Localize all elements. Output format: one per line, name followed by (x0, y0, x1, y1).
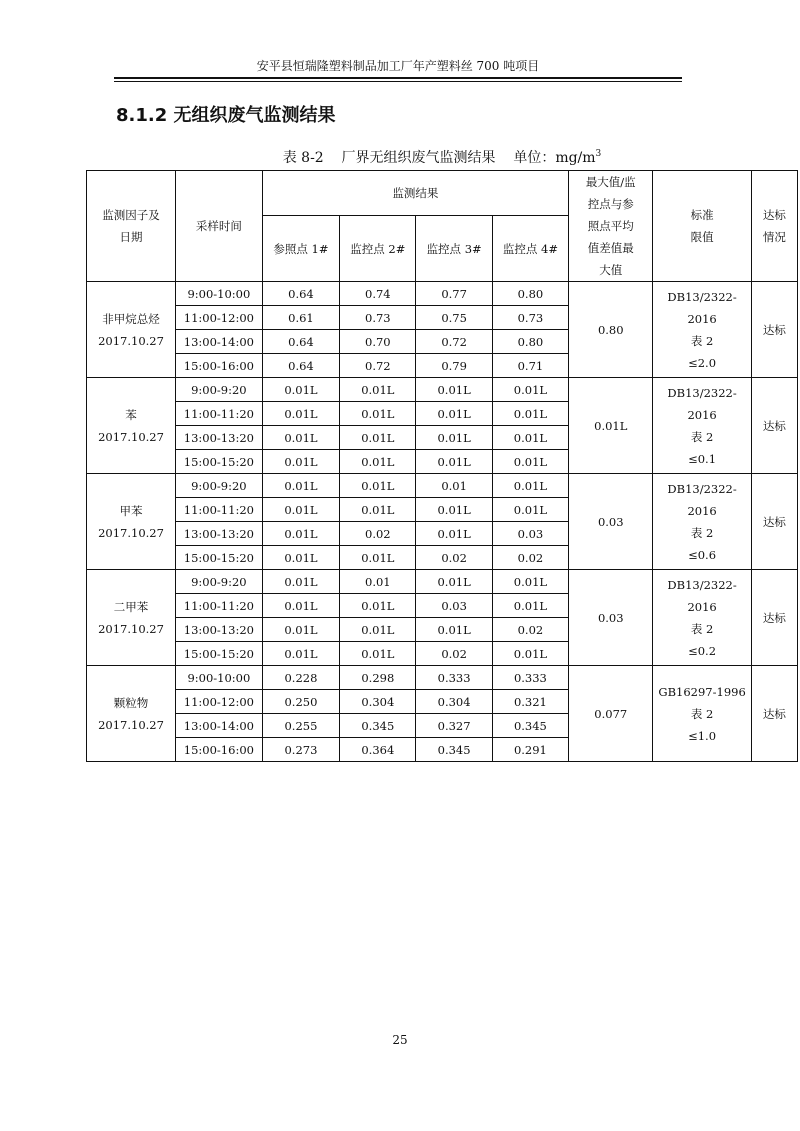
ref-point-1-value: 0.01L (262, 474, 339, 498)
factor-date-cell (87, 282, 176, 378)
mon-point-4-value: 0.71 (492, 354, 568, 378)
mon-point-2-value: 0.70 (340, 330, 416, 354)
header-compliance (751, 171, 797, 282)
header-results: 监测结果 (262, 171, 568, 216)
compliance-cell: 达标 (751, 378, 797, 474)
header-mon-point-2: 监控点 2# (340, 216, 416, 282)
table-caption (86, 144, 798, 168)
standard-code: DB13/2322-2016 (667, 577, 737, 614)
mon-point-3-value: 0.333 (416, 666, 492, 690)
mon-point-4-value: 0.01L (492, 594, 568, 618)
limit-value: ≤2.0 (688, 355, 717, 370)
mon-point-2-value: 0.01L (340, 618, 416, 642)
sample-date: 2017.10.27 (98, 621, 164, 636)
header-max-line5: 大值 (599, 263, 623, 277)
mon-point-3-value: 0.01 (416, 474, 492, 498)
mon-point-4-value: 0.02 (492, 546, 568, 570)
page-number: 25 (392, 1033, 408, 1047)
mon-point-3-value: 0.01L (416, 450, 492, 474)
ref-point-1-value: 0.01L (262, 498, 339, 522)
max-diff-cell: 0.077 (569, 666, 653, 762)
ref-point-1-value: 0.250 (262, 690, 339, 714)
mon-point-4-value: 0.321 (492, 690, 568, 714)
sampling-time-cell: 13:00-14:00 (176, 330, 263, 354)
mon-point-3-value: 0.01L (416, 402, 492, 426)
mon-point-2-value: 0.304 (340, 690, 416, 714)
mon-point-3-value: 0.75 (416, 306, 492, 330)
factor-name: 甲苯 (119, 503, 143, 518)
ref-point-1-value: 0.273 (262, 738, 339, 762)
standard-limit-cell (653, 666, 751, 762)
ref-point-1-value: 0.228 (262, 666, 339, 690)
standard-code: DB13/2322-2016 (667, 289, 737, 326)
sampling-time-cell: 15:00-16:00 (176, 738, 263, 762)
sample-date: 2017.10.27 (98, 429, 164, 444)
standard-limit-cell (653, 282, 751, 378)
mon-point-3-value: 0.77 (416, 282, 492, 306)
sampling-time-cell: 9:00-9:20 (176, 570, 263, 594)
mon-point-4-value: 0.01L (492, 402, 568, 426)
mon-point-4-value: 0.01L (492, 498, 568, 522)
ref-point-1-value: 0.01L (262, 378, 339, 402)
mon-point-4-value: 0.01L (492, 642, 568, 666)
standard-table: 表 2 (690, 621, 714, 636)
ref-point-1-value: 0.01L (262, 426, 339, 450)
sampling-time-cell: 13:00-13:20 (176, 618, 263, 642)
header-mon-point-4: 监控点 4# (492, 216, 568, 282)
mon-point-4-value: 0.01L (492, 378, 568, 402)
mon-point-2-value: 0.01L (340, 378, 416, 402)
mon-point-4-value: 0.03 (492, 522, 568, 546)
mon-point-3-value: 0.327 (416, 714, 492, 738)
mon-point-4-value: 0.02 (492, 618, 568, 642)
header-max-line3: 照点平均 (587, 219, 634, 233)
standard-limit-cell (653, 378, 751, 474)
compliance-cell: 达标 (751, 282, 797, 378)
header-ref-point-1: 参照点 1# (262, 216, 339, 282)
mon-point-2-value: 0.01 (340, 570, 416, 594)
ref-point-1-value: 0.01L (262, 618, 339, 642)
header-rule-thin (114, 81, 682, 82)
ref-point-1-value: 0.64 (262, 354, 339, 378)
mon-point-4-value: 0.01L (492, 570, 568, 594)
header-rule-thick (114, 77, 682, 79)
header-row-1 (87, 171, 798, 216)
ref-point-1-value: 0.01L (262, 450, 339, 474)
ref-point-1-value: 0.64 (262, 282, 339, 306)
standard-code: GB16297-1996 (658, 684, 746, 699)
table-row (87, 378, 798, 402)
mon-point-3-value: 0.01L (416, 426, 492, 450)
mon-point-2-value: 0.72 (340, 354, 416, 378)
ref-point-1-value: 0.64 (262, 330, 339, 354)
compliance-cell: 达标 (751, 570, 797, 666)
table-body (87, 282, 798, 762)
sampling-time-cell: 13:00-13:20 (176, 522, 263, 546)
mon-point-2-value: 0.298 (340, 666, 416, 690)
standard-table: 表 2 (690, 525, 714, 540)
section-title: 8.1.2 无组织废气监测结果 (116, 105, 336, 126)
max-diff-cell: 0.01L (569, 378, 653, 474)
standard-code: DB13/2322-2016 (667, 481, 737, 518)
mon-point-2-value: 0.345 (340, 714, 416, 738)
mon-point-2-value: 0.01L (340, 546, 416, 570)
mon-point-3-value: 0.79 (416, 354, 492, 378)
mon-point-3-value: 0.01L (416, 498, 492, 522)
ref-point-1-value: 0.01L (262, 546, 339, 570)
mon-point-2-value: 0.73 (340, 306, 416, 330)
mon-point-3-value: 0.03 (416, 594, 492, 618)
sampling-time-cell: 11:00-11:20 (176, 402, 263, 426)
page-header: 安平县恒瑞隆塑料制品加工厂年产塑料丝 700 吨项目 (256, 59, 540, 73)
table-row (87, 666, 798, 690)
sampling-time-cell: 13:00-13:20 (176, 426, 263, 450)
factor-date-cell (87, 666, 176, 762)
mon-point-4-value: 0.333 (492, 666, 568, 690)
mon-point-2-value: 0.364 (340, 738, 416, 762)
ref-point-1-value: 0.61 (262, 306, 339, 330)
unit-superscript: 3 (595, 149, 602, 159)
mon-point-2-value: 0.01L (340, 402, 416, 426)
factor-date-cell (87, 378, 176, 474)
mon-point-4-value: 0.73 (492, 306, 568, 330)
table-caption-text: 表 8-2 厂界无组织废气监测结果 单位：mg/m (282, 150, 596, 166)
standard-limit-cell (653, 570, 751, 666)
sampling-time-cell: 15:00-16:00 (176, 354, 263, 378)
mon-point-4-value: 0.80 (492, 282, 568, 306)
standard-table: 表 2 (690, 706, 714, 721)
header-max-line1: 最大值/监 (585, 175, 636, 189)
max-diff-cell: 0.80 (569, 282, 653, 378)
mon-point-3-value: 0.01L (416, 522, 492, 546)
header-sampling-time: 采样时间 (176, 171, 263, 282)
sample-date: 2017.10.27 (98, 525, 164, 540)
sampling-time-cell: 11:00-11:20 (176, 594, 263, 618)
factor-name: 非甲烷总烃 (102, 311, 160, 326)
sampling-time-cell: 13:00-14:00 (176, 714, 263, 738)
factor-date-cell (87, 570, 176, 666)
sampling-time-cell: 15:00-15:20 (176, 642, 263, 666)
mon-point-4-value: 0.01L (492, 426, 568, 450)
max-diff-cell: 0.03 (569, 570, 653, 666)
mon-point-4-value: 0.291 (492, 738, 568, 762)
factor-date-cell (87, 474, 176, 570)
sampling-time-cell: 9:00-10:00 (176, 282, 263, 306)
header-factor-line1: 监测因子及 (102, 208, 160, 222)
mon-point-2-value: 0.01L (340, 450, 416, 474)
mon-point-3-value: 0.72 (416, 330, 492, 354)
sampling-time-cell: 11:00-11:20 (176, 498, 263, 522)
header-max-line2: 控点与参 (587, 197, 634, 211)
header-factor-date (87, 171, 176, 282)
ref-point-1-value: 0.01L (262, 522, 339, 546)
header-standard-line2: 限值 (690, 230, 714, 244)
mon-point-3-value: 0.02 (416, 546, 492, 570)
sampling-time-cell: 9:00-9:20 (176, 474, 263, 498)
mon-point-2-value: 0.01L (340, 642, 416, 666)
mon-point-2-value: 0.01L (340, 426, 416, 450)
header-status-line2: 情况 (762, 230, 786, 244)
header-max-diff (569, 171, 653, 282)
mon-point-2-value: 0.01L (340, 474, 416, 498)
limit-value: ≤0.2 (688, 643, 717, 658)
sample-date: 2017.10.27 (98, 333, 164, 348)
table-row (87, 474, 798, 498)
sampling-time-cell: 15:00-15:20 (176, 546, 263, 570)
mon-point-3-value: 0.01L (416, 570, 492, 594)
standard-limit-cell (653, 474, 751, 570)
sampling-time-cell: 9:00-9:20 (176, 378, 263, 402)
max-diff-cell: 0.03 (569, 474, 653, 570)
factor-name: 颗粒物 (113, 695, 149, 710)
factor-name: 苯 (125, 407, 137, 422)
mon-point-3-value: 0.304 (416, 690, 492, 714)
standard-table: 表 2 (690, 333, 714, 348)
sampling-time-cell: 11:00-12:00 (176, 306, 263, 330)
mon-point-4-value: 0.80 (492, 330, 568, 354)
ref-point-1-value: 0.255 (262, 714, 339, 738)
mon-point-4-value: 0.345 (492, 714, 568, 738)
mon-point-3-value: 0.02 (416, 642, 492, 666)
compliance-cell: 达标 (751, 666, 797, 762)
header-standard-limit (653, 171, 751, 282)
table-row (87, 570, 798, 594)
standard-table: 表 2 (690, 429, 714, 444)
sample-date: 2017.10.27 (98, 717, 164, 732)
mon-point-4-value: 0.01L (492, 474, 568, 498)
standard-code: DB13/2322-2016 (667, 385, 737, 422)
header-factor-line2: 日期 (119, 230, 143, 244)
mon-point-2-value: 0.74 (340, 282, 416, 306)
compliance-cell: 达标 (751, 474, 797, 570)
table-row (87, 282, 798, 306)
factor-name: 二甲苯 (113, 599, 149, 614)
header-max-line4: 值差值最 (587, 241, 634, 255)
ref-point-1-value: 0.01L (262, 594, 339, 618)
monitoring-table (86, 170, 798, 762)
mon-point-3-value: 0.345 (416, 738, 492, 762)
sampling-time-cell: 11:00-12:00 (176, 690, 263, 714)
ref-point-1-value: 0.01L (262, 570, 339, 594)
ref-point-1-value: 0.01L (262, 642, 339, 666)
ref-point-1-value: 0.01L (262, 402, 339, 426)
header-status-line1: 达标 (762, 208, 786, 222)
mon-point-3-value: 0.01L (416, 378, 492, 402)
limit-value: ≤1.0 (688, 728, 717, 743)
header-standard-line1: 标准 (690, 208, 714, 222)
sampling-time-cell: 9:00-10:00 (176, 666, 263, 690)
limit-value: ≤0.1 (688, 451, 717, 466)
mon-point-3-value: 0.01L (416, 618, 492, 642)
limit-value: ≤0.6 (688, 547, 717, 562)
header-mon-point-3: 监控点 3# (416, 216, 492, 282)
mon-point-2-value: 0.02 (340, 522, 416, 546)
mon-point-2-value: 0.01L (340, 594, 416, 618)
mon-point-4-value: 0.01L (492, 450, 568, 474)
mon-point-2-value: 0.01L (340, 498, 416, 522)
sampling-time-cell: 15:00-15:20 (176, 450, 263, 474)
